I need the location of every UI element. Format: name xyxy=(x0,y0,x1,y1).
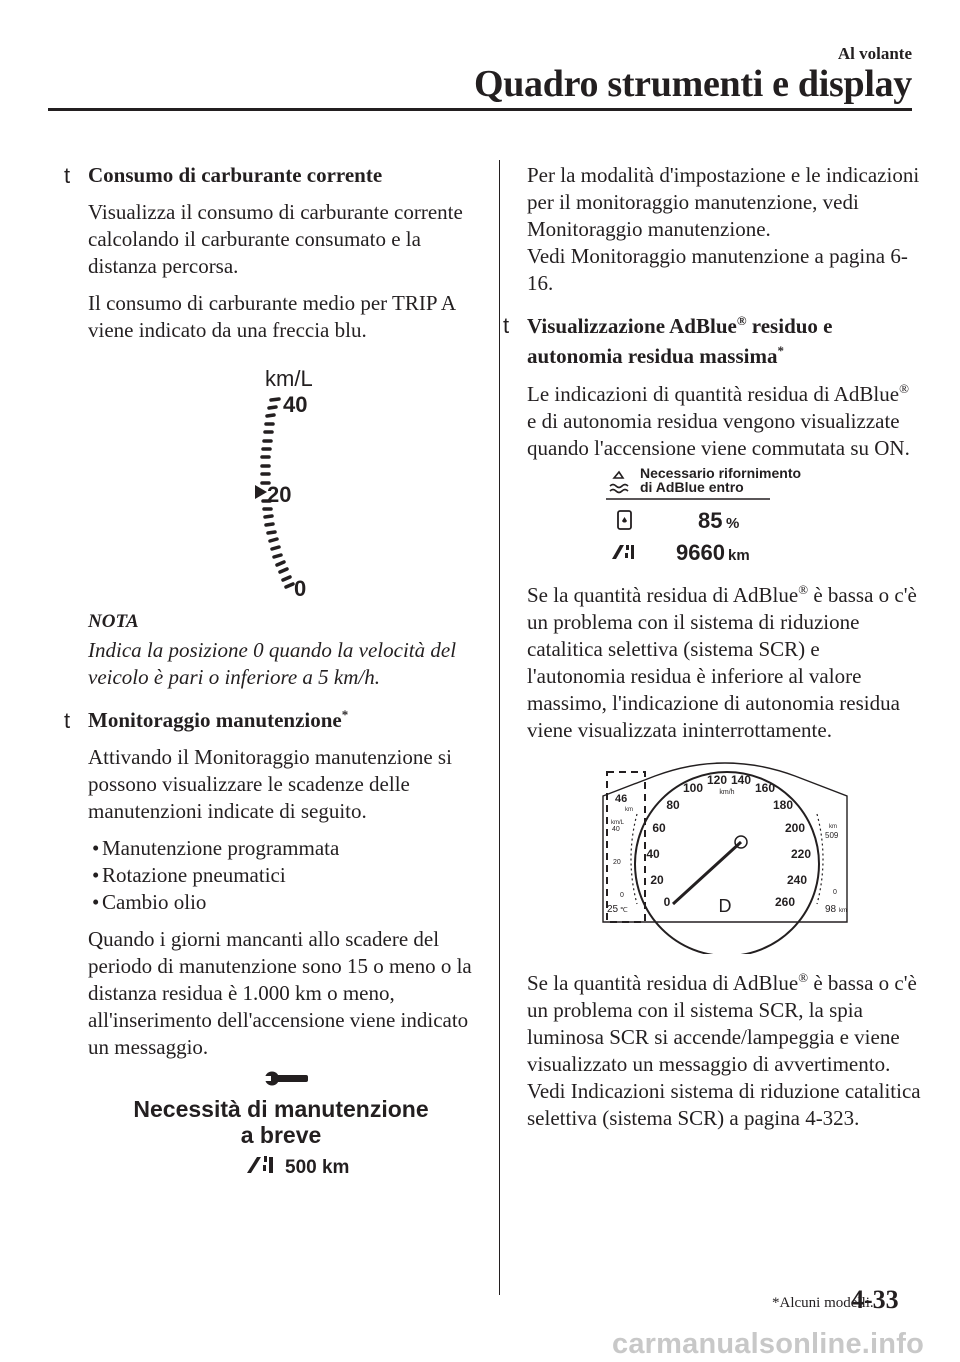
svg-text:60: 60 xyxy=(651,821,666,835)
gauge-tick-40: 40 xyxy=(282,392,307,417)
fuel-economy-gauge-figure xyxy=(211,356,351,596)
adblue-range-value: 9660 xyxy=(675,540,725,560)
svg-text:260: 260 xyxy=(774,895,795,909)
page-number: 4-33 xyxy=(851,1285,899,1314)
bullet-list xyxy=(92,835,473,916)
section-marker-icon: t xyxy=(64,708,71,733)
average-arrow-icon xyxy=(255,485,267,499)
list-item: • Manutenzione programmata xyxy=(92,836,340,860)
section-title: Monitoraggio manutenzione xyxy=(88,708,342,732)
outside-temp: 25 xyxy=(606,904,618,915)
nota-text: Indica la posizione 0 quando la velocità del veicolo è pari o inferiore a 5 km/h. xyxy=(88,638,457,689)
paragraph: Vedi Monitoraggio manutenzione a pagina 6-16. xyxy=(527,244,908,295)
svg-text:0: 0 xyxy=(663,895,670,909)
right-display-value: 509 xyxy=(824,831,838,840)
paragraph: Attivando il Monitoraggio manutenzione si possono visualizzare le scadenze delle manutenzioni indicate di seguito. xyxy=(88,745,452,823)
paragraph: Vedi Indicazioni sistema di riduzione catalitica selettiva (sistema SCR) a pagina 4-323. xyxy=(527,1079,921,1130)
gauge-unit-label: km/L xyxy=(264,366,313,391)
page-title: Quadro strumenti e display xyxy=(473,63,912,105)
maintenance-message-line1: Necessità di manutenzione xyxy=(132,1096,429,1122)
gauge-tick-20: 20 xyxy=(266,482,291,507)
list-item: • Rotazione pneumatici xyxy=(92,863,286,887)
speedometer-needle xyxy=(673,842,741,904)
bullet-dot: • xyxy=(92,863,100,887)
svg-text:180: 180 xyxy=(772,798,793,812)
svg-text:220: 220 xyxy=(790,847,811,861)
list-item: • Cambio olio xyxy=(92,890,207,914)
odometer-unit: km xyxy=(838,908,847,914)
svg-text:160: 160 xyxy=(754,781,775,795)
adblue-range-unit: km xyxy=(727,547,750,560)
nota-title: NOTA xyxy=(88,611,139,632)
asterisk: * xyxy=(341,707,349,722)
instrument-cluster-figure xyxy=(575,754,875,954)
section-manutenzione-heading xyxy=(64,707,473,734)
svg-text:240: 240 xyxy=(786,873,807,887)
adblue-percent-value: 85 xyxy=(697,508,722,533)
footnote: *Alcuni modelli. xyxy=(772,1295,874,1311)
left-column xyxy=(64,162,473,1181)
adblue-percent-unit: % xyxy=(725,515,739,532)
maintenance-distance: 500 km xyxy=(284,1157,349,1178)
gear-indicator: D xyxy=(718,896,731,916)
left-display-value: 46 xyxy=(614,793,627,805)
section-marker-icon: t xyxy=(64,163,71,188)
header-rule xyxy=(48,108,912,111)
bullet-dot: • xyxy=(92,836,100,860)
svg-text:200: 200 xyxy=(784,821,805,835)
maintenance-message-line2: a breve xyxy=(240,1122,321,1148)
section-title: Consumo di carburante corrente xyxy=(88,163,383,187)
left-gauge-0: 0 xyxy=(619,892,624,899)
paragraph: Per la modalità d'impostazione e le indicazioni per il monitoraggio manutenzione, vedi Monitoraggio manutenzione. xyxy=(527,163,920,241)
svg-text:120: 120 xyxy=(706,773,727,787)
watermark: carmanualsonline.info xyxy=(612,1328,924,1360)
svg-text:20: 20 xyxy=(649,873,664,887)
maintenance-message-figure xyxy=(101,1065,461,1181)
right-gauge-0: 0 xyxy=(832,889,837,896)
paragraph: Il consumo di carburante medio per TRIP A viene indicato da una freccia blu. xyxy=(88,291,455,342)
asterisk: * xyxy=(777,343,784,358)
outside-temp-unit: ℃ xyxy=(619,907,628,914)
distance-road-icon xyxy=(612,545,634,559)
paragraph: Se la quantità residua di AdBlue® è bassa o c'è un problema con il sistema SCR, la spia luminosa SCR si accende/lampeggia e viene visualizzato un messaggio di avvertimento. xyxy=(527,970,917,1076)
section-marker-icon: t xyxy=(503,313,510,338)
adblue-message-line2: di AdBlue entro xyxy=(639,479,744,495)
adblue-message-line1: Necessario rifornimento xyxy=(639,468,801,481)
gauge-tick-0: 0 xyxy=(293,576,306,596)
speed-unit-label: km/h xyxy=(718,789,735,796)
paragraph: Visualizza il consumo di carburante corrente calcolando il carburante consumato e la distanza percorsa. xyxy=(88,200,463,278)
left-display-unit: km xyxy=(624,807,633,813)
distance-road-icon xyxy=(247,1156,273,1173)
adblue-tank-icon xyxy=(618,511,631,529)
svg-text:40: 40 xyxy=(645,847,660,861)
left-gauge-unit: km/L xyxy=(610,820,624,826)
header-subtitle: Al volante xyxy=(837,44,912,63)
svg-text:140: 140 xyxy=(730,773,751,787)
paragraph: Le indicazioni di quantità residua di AdBlue® e di autonomia residua vengono visualizzate quando l'accensione viene commutata su ON. xyxy=(527,381,910,460)
adblue-display-figure xyxy=(600,468,850,560)
right-column xyxy=(503,162,922,1142)
bullet-dot: • xyxy=(92,890,100,914)
svg-text:80: 80 xyxy=(665,798,680,812)
odometer-value: 98 xyxy=(824,904,836,915)
wrench-icon xyxy=(262,1072,308,1086)
paragraph: Se la quantità residua di AdBlue® è bassa o c'è un problema con il sistema di riduzione catalitica selettiva (sistema SCR) e l'autonomia residua è inferiore al valore massimo, l'indicazione di autonomia residua viene visualizzata ininterrottamente. xyxy=(527,582,917,742)
left-gauge-20: 20 xyxy=(612,859,621,866)
column-divider xyxy=(499,160,500,1295)
right-display-unit: km xyxy=(828,824,837,830)
section-adblue-heading: t Visualizzazione AdBlue® residuo e autonomia residua massima* xyxy=(503,313,833,368)
svg-text:100: 100 xyxy=(682,781,703,795)
left-gauge-40: 40 xyxy=(611,826,620,833)
paragraph: Quando i giorni mancanti allo scadere del periodo di manutenzione sono 15 o meno o la distanza residua è 1.000 km o meno, all'inserimento dell'accensione viene indicato un messaggio. xyxy=(88,927,472,1059)
section-consumo-heading xyxy=(64,162,473,189)
adblue-warning-icon xyxy=(610,472,628,493)
